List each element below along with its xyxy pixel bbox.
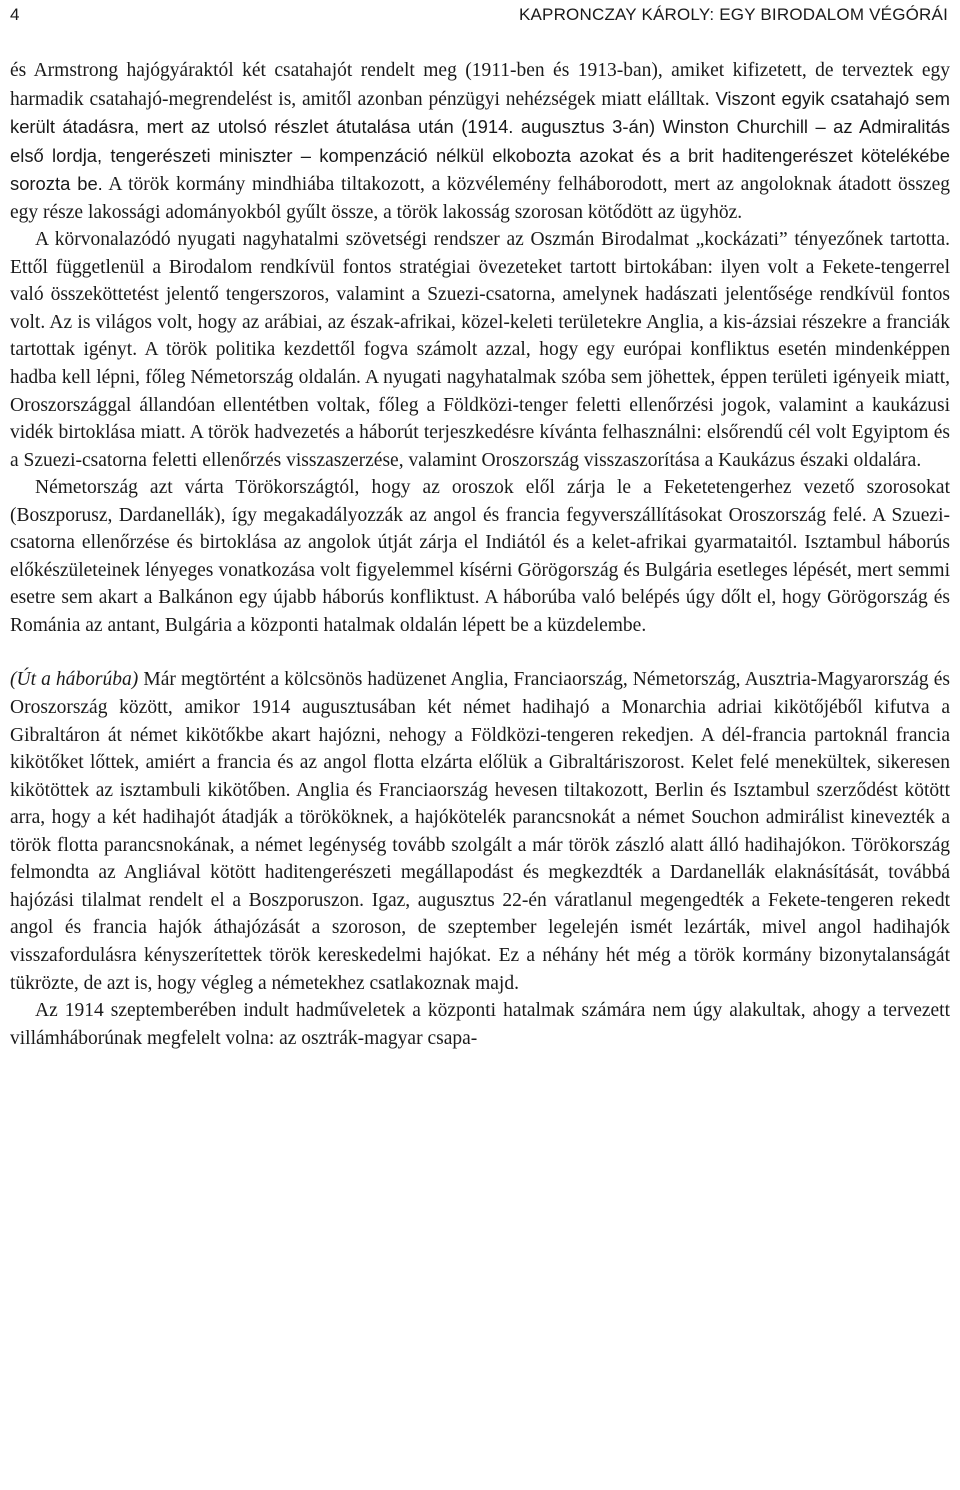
paragraph-1-sans-a: Viszont egyik csatahajó sem került átadásra, mert az utolsó részlet átutalása után (1914. augusztus 3-án) Winston Churchill – az Admiralitás első lordja, tengerészeti miniszter – kompenzáció nélkül elkobozta azokat és a brit haditengerészet kötelékébe sorozta be. — [10, 87, 950, 195]
running-head — [10, 4, 948, 26]
paragraph-1-serif-b: A török kormány mindhiába tiltakozott, a közvélemény felháborodott, mert az angoloknak átadott összeg egy része lakossági adományokból gyűlt össze, a török lakosság szorosan kötődött az ügyhöz. — [10, 174, 950, 223]
body-text — [10, 57, 950, 1052]
paragraph-3: Németország azt várta Törökországtól, hogy az oroszok elől zárja le a Feketetengerhez vezető szorosokat (Boszporusz, Dardanellák), így megakadályozzák az angol és francia fegyverszállításokat Oroszország felé. A Szuezi-csatorna ellenőrzése és birtoklása az angolok útját zárja el Indiától és a kelet-afrikai gyarmataitól. Isztambul háborús előkészületeinek lényeges vonatkozása volt figyelemmel kísérni Görögország és Bulgária esetleges lépését, mert semmi esetre sem akart a Balkánon egy újabb háborús konfliktust. A háborúba való belépés úgy dőlt el, hogy Görögország és Románia az antant, Bulgária a központi hatalmak oldalán lépett be a küzdelembe. — [10, 477, 950, 636]
running-title: KAPRONCZAY KÁROLY: EGY BIRODALOM VÉGÓRÁI — [518, 5, 948, 24]
paragraph-1 — [10, 57, 950, 226]
page-number: 4 — [10, 5, 20, 24]
paragraph-4 — [10, 666, 950, 997]
paragraph-1-serif-a: és Armstrong hajógyáraktól két csatahajót rendelt meg (1911-ben és 1913-ban), amiket kifizetett, de terveztek egy harmadik csatahajó-megrendelést is, amitől azonban pénzügyi nehézségek miatt elálltak. — [10, 60, 950, 110]
paragraph-4-text: Már megtörtént a kölcsönös hadüzenet Anglia, Franciaország, Németország, Ausztria-Magyarország és Oroszország között, amikor 1914 augusztusában két német hadihajó a Monarchia adriai kikötőjéből kifutva a Gibraltáron át német kikötőkbe akart hajózni, nehogy a Földközi-tengeren rekedjen. A dél-francia partoknál francia kikötőket lőttek, amiért a francia és az angol flotta elzárta előlük a Gibraltáriszorost. Kelet felé menekültek, sikeresen kikötöttek az isztambuli kikötőben. Anglia és Franciaország hevesen tiltakozott, Berlin és Isztambul szerződést kötött arra, hogy a két hadihajót átadják a törököknek, a hajókötelék parancsnokát a német Souchon admirálist kinevezték a török flotta parancsnokának, a német legénység tovább szolgált a már török zászló alatt álló hadihajókon. Törökország felmondta az Angliával kötött haditengerészeti megállapodást és megkezdték a Dardanellák elaknásítását, továbbá hajózási tilalmat rendelt el a Boszporuszon. Igaz, augusztus 22-én váratlanul megengedték a Fekete-tengeren rekedt angol és francia hajók áthajózását a szoroson, de szeptember legelején ismét lezárták, mivel angol hadihajók visszafordulásra kényszerítettek török kereskedelmi hajókat. Ez a néhány hét még a török kormány bizonytalanságát tükrözte, de azt is, hogy végleg a németekhez csatlakoznak majd. — [10, 669, 950, 994]
paragraph-2: A körvonalazódó nyugati nagyhatalmi szövetségi rendszer az Oszmán Birodalmat „kockázati” tényezőnek tartotta. Ettől függetlenül a Birodalom rendkívül fontos stratégiai övezeteket tartott birtokában: ilyen volt a Fekete-tengerrel való összeköttetést jelentő tengerszoros, valamint a Szuezi-csatorna, amelynek hadászati jelentősége rendkívül fontos volt. Az is világos volt, hogy az arábiai, az észak-afrikai, közel-keleti területekre Anglia, a kis-ázsiai részekre a franciák tartottak igényt. A török politika kezdettől fogva számolt azzal, hogy egy európai konfliktus esetén mindenképpen hadba kell lépni, főleg Németország oldalán. A nyugati nagyhatalmak szóba sem jöhettek, éppen területi igényeik miatt, Oroszországgal állandóan ellentétben voltak, főleg a Földközi-tenger feletti ellenőrzési jogok, valamint a kaukázusi vidék birtoklása miatt. A török hadvezetés a háborút terjeszkedésre kívánta felhasználni: elsőrendű cél volt Egyiptom és a Szuezi-csatorna feletti ellenőrzés visszaszerzése, valamint Oroszország visszaszorítása a Kaukázus északi oldalára. — [10, 229, 950, 471]
section-heading: (Út a háborúba) — [10, 669, 139, 691]
paragraph-5: Az 1914 szeptemberében indult hadműveletek a központi hatalmak számára nem úgy alakultak, ahogy a tervezett villámháborúnak megfelelt volna: az osztrák-magyar csapa- — [10, 1000, 950, 1049]
